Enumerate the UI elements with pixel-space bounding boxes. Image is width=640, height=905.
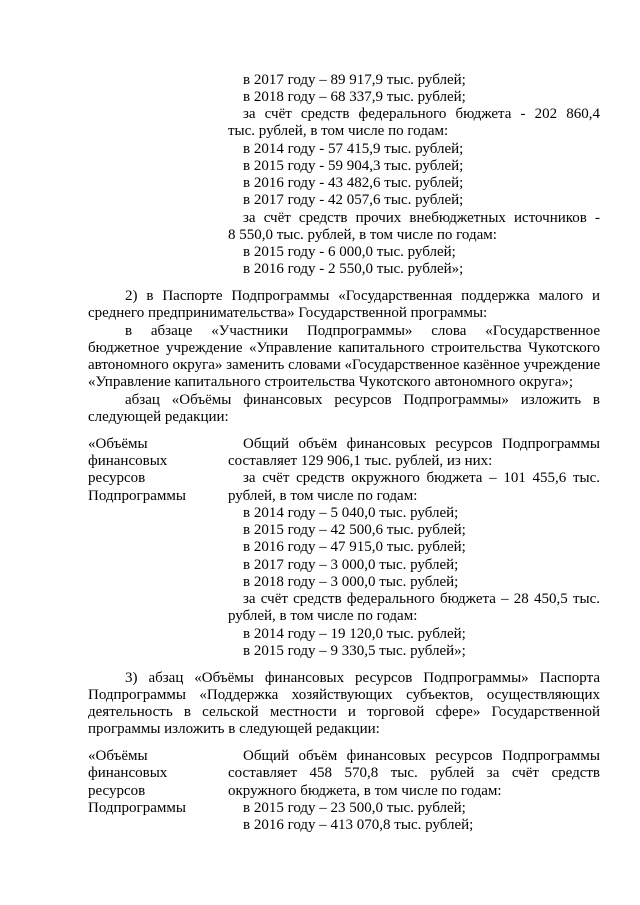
table-label: финансовых [88, 765, 168, 781]
text-line: в 2014 году – 5 040,0 тыс. рублей; [243, 505, 459, 521]
table-label: ресурсов [88, 783, 146, 799]
text-line: составляет 129 906,1 тыс. рублей, из них: [228, 453, 493, 469]
text-line: Подпрограммы «Поддержка хозяйствующих субъектов, осуществляющих [88, 687, 600, 703]
table-label: Подпрограммы [88, 800, 186, 816]
text-line: Общий объём финансовых ресурсов Подпрограммы [243, 748, 600, 764]
text-line: «Управление капитального строительства Чукотского автономного округа»; [88, 374, 574, 390]
text-line: в 2016 году – 47 915,0 тыс. рублей; [243, 539, 466, 555]
text-line: в 2018 году – 68 337,9 тыс. рублей; [243, 89, 466, 105]
text-line: в 2015 году – 23 500,0 тыс. рублей; [243, 800, 466, 816]
text-line: в 2017 году – 3 000,0 тыс. рублей; [243, 557, 459, 573]
text-line: бюджетное учреждение «Управление капитального строительства Чукотского [88, 340, 600, 356]
text-line: за счёт средств окружного бюджета – 101 455,6 тыс. [243, 470, 600, 486]
text-line: рублей, в том числе по годам: [228, 608, 418, 624]
text-line: в 2014 году – 19 120,0 тыс. рублей; [243, 626, 466, 642]
text-line: в 2014 году - 57 415,9 тыс. рублей; [243, 141, 464, 157]
text-line: составляет 458 570,8 тыс. рублей за счёт средств [228, 765, 600, 781]
text-line: за счёт средств прочих внебюджетных источников - [243, 210, 600, 226]
text-line: в абзаце «Участники Подпрограммы» слова «Государственное [125, 323, 600, 339]
text-line: деятельность в сельской местности и торговой сфере» Государственной [88, 704, 600, 720]
text-line: за счёт средств федерального бюджета - 202 860,4 [243, 106, 600, 122]
text-line: в 2017 году – 89 917,9 тыс. рублей; [243, 72, 466, 88]
text-line: 2) в Паспорте Подпрограммы «Государственная поддержка малого и [125, 288, 600, 304]
text-line: в 2016 году – 413 070,8 тыс. рублей; [243, 817, 474, 833]
table-label: «Объёмы [88, 748, 148, 764]
text-line: программы изложить в следующей редакции: [88, 721, 380, 737]
text-line: Общий объём финансовых ресурсов Подпрограммы [243, 436, 600, 452]
text-line: в 2016 году - 2 550,0 тыс. рублей»; [243, 261, 464, 277]
text-line: в 2018 году – 3 000,0 тыс. рублей; [243, 574, 459, 590]
text-line: в 2015 году – 42 500,6 тыс. рублей; [243, 522, 466, 538]
text-line: в 2017 году - 42 057,6 тыс. рублей; [243, 192, 464, 208]
table-label: Подпрограммы [88, 488, 186, 504]
text-line: 8 550,0 тыс. рублей, в том числе по годам: [228, 227, 497, 243]
text-line: тыс. рублей, в том числе по годам: [228, 123, 449, 139]
text-line: 3) абзац «Объёмы финансовых ресурсов Подпрограммы» Паспорта [125, 670, 600, 686]
text-line: автономного округа» заменить словами «Государственное казённое учреждение [88, 357, 601, 373]
text-line: следующей редакции: [88, 409, 229, 425]
table-label: финансовых [88, 453, 168, 469]
text-line: в 2015 году - 6 000,0 тыс. рублей; [243, 244, 456, 260]
table-label: ресурсов [88, 470, 146, 486]
table-label: «Объёмы [88, 436, 148, 452]
text-line: в 2016 году - 43 482,6 тыс. рублей; [243, 175, 464, 191]
text-line: среднего предпринимательства» Государственной программы: [88, 305, 488, 321]
text-line: окружного бюджета, в том числе по годам: [228, 783, 502, 799]
text-line: рублей, в том числе по годам: [228, 488, 418, 504]
text-line: в 2015 году - 59 904,3 тыс. рублей; [243, 158, 464, 174]
text-line: абзац «Объёмы финансовых ресурсов Подпрограммы» изложить в [125, 392, 600, 408]
text-line: за счёт средств федерального бюджета – 28 450,5 тыс. [243, 591, 600, 607]
text-line: в 2015 году – 9 330,5 тыс. рублей»; [243, 643, 466, 659]
